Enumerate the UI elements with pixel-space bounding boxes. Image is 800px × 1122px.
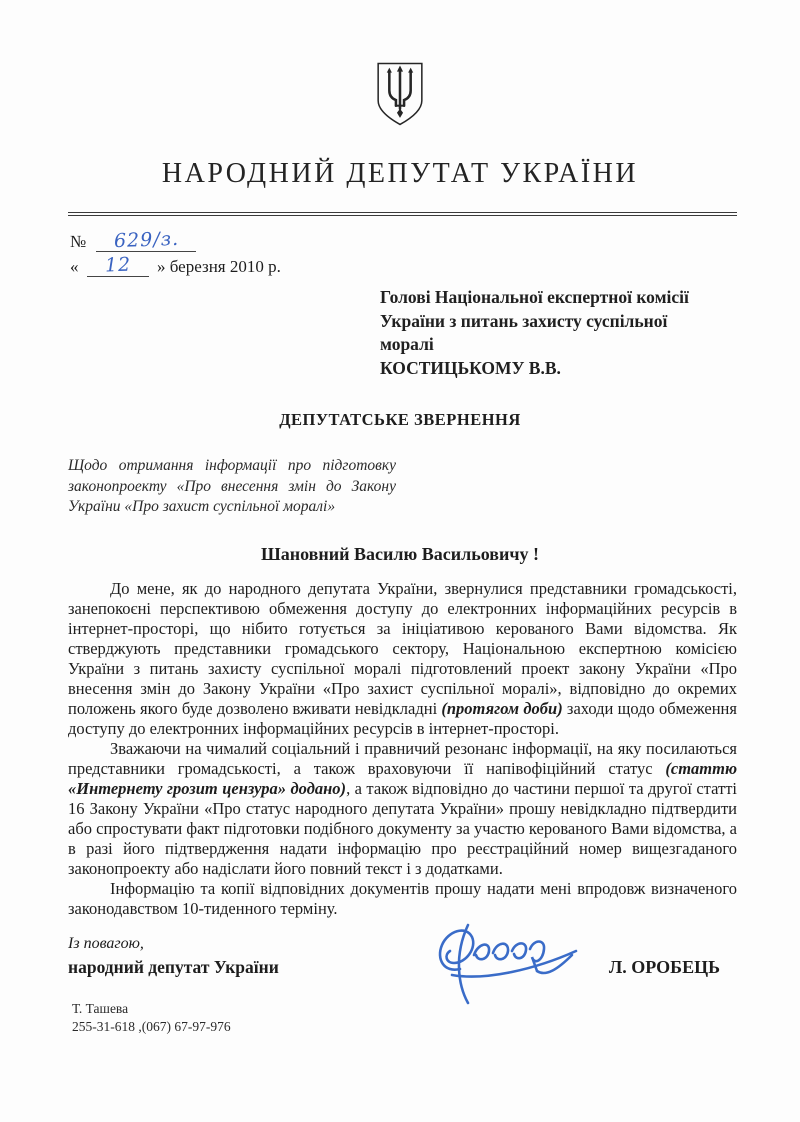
body-paragraph-1: [68, 579, 737, 739]
contact-phones: 255-31-618 ,(067) 67-97-976: [72, 1019, 231, 1034]
date-close-quote: »: [157, 257, 166, 276]
date-rest: березня 2010 р.: [169, 257, 281, 276]
addressee-line: України з питань захисту суспільної: [380, 310, 668, 331]
signature-handwriting-icon: [416, 911, 596, 1011]
letter-body: [68, 579, 737, 919]
date-open-quote: «: [70, 257, 79, 276]
body-paragraph-3: Інформацію та копії відповідних документів прошу надати мені впродовж визначеного законодавством 10-тиденного терміну.: [68, 878, 737, 918]
reference-number-line: [70, 227, 800, 255]
number-prefix: №: [70, 232, 87, 251]
contact-name: Т. Ташева: [72, 1001, 129, 1016]
addressee-line: Голові Національної експертної комісії: [380, 287, 689, 307]
signer-position: народний депутат України: [68, 956, 279, 977]
handwritten-number: 629/з.: [113, 227, 180, 253]
addressee-name: КОСТИЦЬКОМУ В.В.: [380, 357, 561, 378]
footer-contact: [72, 1000, 231, 1036]
closing-block: [68, 933, 720, 979]
addressee-line: моралі: [380, 334, 434, 354]
emblem-container: [0, 62, 800, 126]
reference-block: [70, 227, 800, 280]
subject-block: Щодо отримання інформації про підготовку законопроекту «Про внесення змін до Закону України «Про захист суспільної моралі»: [68, 457, 396, 515]
paragraph-text: , а також відповідно до частини першої та другої статті 16 Закону України «Про статус народного депутата України» прошу невідкладно підтвердити або спростувати факт підготовки подібного документу за участю керованого Вами відомства, а в разі його підтвердження надати інформацію про реєстраційний номер вищезгаданого законопроекту або надіслати його повний текст і з додатками.: [68, 778, 738, 878]
reference-date-line: [70, 255, 800, 280]
date-day-underline: [87, 255, 149, 277]
handwritten-day: 12: [104, 253, 132, 277]
addressee-block: [380, 286, 775, 380]
closing-regards: Із повагою,: [68, 934, 144, 952]
emphasis-text: (статтю «Интернету грозит цензура» додано): [68, 758, 737, 798]
body-paragraph-2: [68, 739, 737, 879]
ukraine-trident-emblem-icon: [374, 62, 426, 126]
signer-name: Л. ОРОБЕЦЬ: [608, 956, 720, 977]
number-underline: [96, 227, 196, 253]
salutation: Шановний Василю Васильовичу !: [260, 543, 539, 564]
letterhead-divider: [68, 212, 737, 216]
paragraph-text: Зважаючи на чималий соціальний і правничий резонанс інформації, на яку посилаються представники громадськості, а також враховуючи її напівофіційний статус: [68, 738, 737, 778]
letterhead-title: НАРОДНИЙ ДЕПУТАТ УКРАЇНИ: [161, 158, 639, 189]
closing-left: [68, 933, 279, 979]
paragraph-text: До мене, як до народного депутата України, звернулися представники громадськості, занепокоєні перспективою обмеження доступу до електронних інформаційних ресурсів в інтернет-просторі, що нібито готується за ініціативою керованого Вами відомства. Як стверджують представники громадського сектору, Національною експертною комісією України з питань захисту суспільної моралі підготовлений проект закону України «Про внесення змін до Закону України «Про захист суспільної моралі», відповідно до окремих положень якого буде дозволено вживати невідкладні: [68, 578, 737, 718]
document-type-heading: ДЕПУТАТСЬКЕ ЗВЕРНЕННЯ: [279, 410, 521, 429]
emphasis-text: (протягом доби): [441, 698, 563, 718]
paragraph-text: заходи щодо обмеження доступу до електронних інформаційних ресурсів в інтернет-просторі.: [68, 698, 737, 738]
